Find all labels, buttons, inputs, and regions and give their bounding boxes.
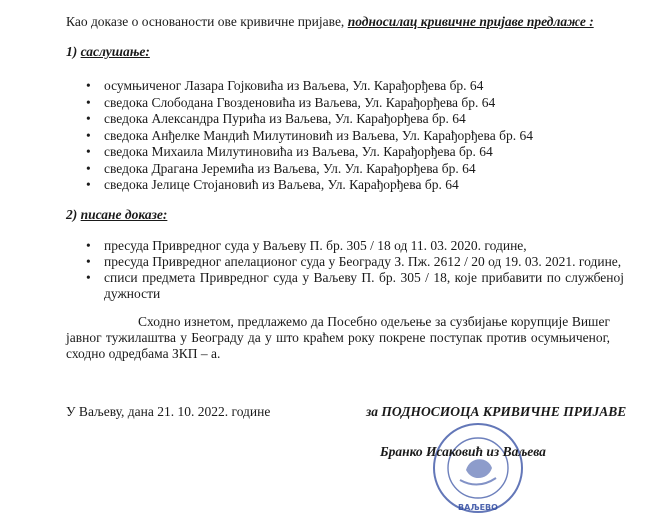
closing-paragraph: Сходно изнетом, предлажемо да Посебно одељење за сузбијање корупције Вишег јавног тужилаштва у Београду да у што краћем року покрене поступак против осумњиченог, сходно одредбама ЗКП – а. bbox=[66, 314, 610, 361]
list-item: • сведока Слободана Гвозденовића из Ваљева, Ул. Карађорђева бр. 64 bbox=[86, 94, 496, 110]
stamp-city: ВАЉЕВО bbox=[458, 503, 498, 512]
list-item: • сведока Драгана Јеремића из Ваљева, Ул. Ул. Карађорђева бр. 64 bbox=[86, 160, 476, 176]
intro-text: Као доказе о основаности ове кривичне пријаве, bbox=[66, 14, 348, 29]
intro-line bbox=[66, 14, 594, 30]
signature-name: Бранко Исаковић из Ваљева bbox=[380, 444, 546, 459]
section-heading-written-evidence bbox=[66, 207, 167, 223]
bullet: • bbox=[86, 111, 91, 126]
list-item: • пресуда Привредног суда у Ваљеву П. бр. 305 / 18 од 11. 03. 2020. године, bbox=[86, 238, 527, 253]
section-number: 1) bbox=[66, 44, 78, 59]
bullet: • bbox=[86, 127, 91, 143]
place-date: У Ваљеву, дана 21. 10. 2022. године bbox=[66, 404, 271, 419]
intro-emphasis: подносилац кривичне пријаве предлаже : bbox=[347, 14, 594, 29]
list-item: • пресуда Привредног апелационог суда у Београду З. Пж. 2612 / 20 од 19. 03. 2021. године, bbox=[86, 254, 622, 269]
section-label: саслушање: bbox=[80, 44, 150, 59]
list-item: • сведока Александра Пурића из Ваљева, Ул. Карађорђева бр. 64 bbox=[86, 111, 466, 126]
written-evidence-list bbox=[86, 238, 624, 302]
list-item: • сведока Анђелке Мандић Милутиновић из Ваљева, Ул. Карађорђева бр. 64 bbox=[86, 127, 533, 143]
bullet: • bbox=[86, 78, 91, 93]
bullet: • bbox=[86, 144, 91, 159]
section-number: 2) bbox=[66, 207, 78, 222]
bullet: • bbox=[86, 94, 91, 110]
bullet: • bbox=[86, 270, 91, 285]
signature-caption: за ПОДНОСИОЦА КРИВИЧНЕ ПРИЈАВЕ bbox=[366, 404, 627, 419]
list-item: • списи предмета Привредног суда у Ваљеву П. бр. 305 / 18, које прибавити по службеној дужности bbox=[86, 270, 624, 301]
bullet: • bbox=[86, 177, 91, 192]
bullet: • bbox=[86, 254, 91, 269]
list-item: • сведока Јелице Стојановић из Ваљева, Ул. Карађорђева бр. 64 bbox=[86, 177, 459, 192]
list-item: • осумњиченог Лазара Гојковића из Ваљева, Ул. Карађорђева бр. 64 bbox=[86, 78, 484, 93]
bullet: • bbox=[86, 238, 91, 253]
hearing-list bbox=[86, 78, 533, 194]
section-label: писане доказе: bbox=[80, 207, 168, 222]
bullet: • bbox=[86, 160, 91, 176]
list-item: • сведока Михаила Милутиновића из Ваљева, Ул. Карађорђева бр. 64 bbox=[86, 144, 493, 159]
stamp-seal bbox=[430, 420, 526, 516]
section-heading-hearing bbox=[66, 44, 150, 60]
